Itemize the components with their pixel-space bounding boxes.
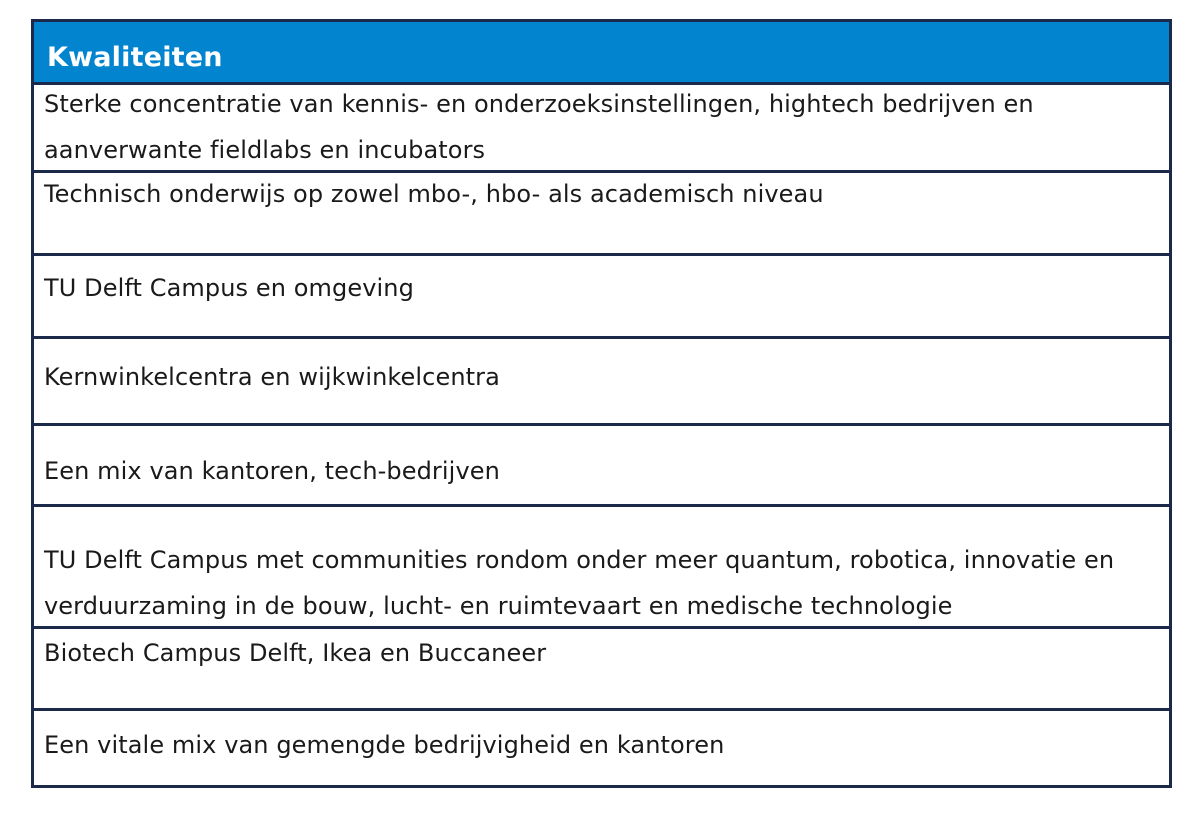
table-row bbox=[34, 256, 1169, 339]
table-cell: TU Delft Campus en omgeving bbox=[44, 274, 414, 302]
table-row bbox=[34, 629, 1169, 711]
qualities-table bbox=[31, 19, 1172, 788]
table-cell: Sterke concentratie van kennis- en onderzoeksinstellingen, hightech bedrijven en aanverwante fieldlabs en incubators bbox=[44, 90, 1034, 164]
table-cell: Een mix van kantoren, tech-bedrijven bbox=[44, 457, 500, 485]
table-row bbox=[34, 711, 1169, 788]
table-cell: Biotech Campus Delft, Ikea en Buccaneer bbox=[44, 639, 547, 667]
table-cell: Een vitale mix van gemengde bedrijvigheid en kantoren bbox=[44, 731, 725, 759]
table-row bbox=[34, 507, 1169, 629]
table-row bbox=[34, 426, 1169, 507]
table-row bbox=[34, 173, 1169, 256]
table-row bbox=[34, 339, 1169, 426]
table-header-label: Kwaliteiten bbox=[47, 42, 223, 73]
table-cell: Technisch onderwijs op zowel mbo-, hbo- als academisch niveau bbox=[44, 180, 824, 208]
table-cell: Kernwinkelcentra en wijkwinkelcentra bbox=[44, 363, 500, 391]
table-cell: TU Delft Campus met communities rondom onder meer quantum, robotica, innovatie en verduurzaming in de bouw, lucht- en ruimtevaart en medische technologie bbox=[44, 546, 1115, 620]
table-row bbox=[34, 85, 1169, 173]
table-header bbox=[34, 22, 1169, 85]
